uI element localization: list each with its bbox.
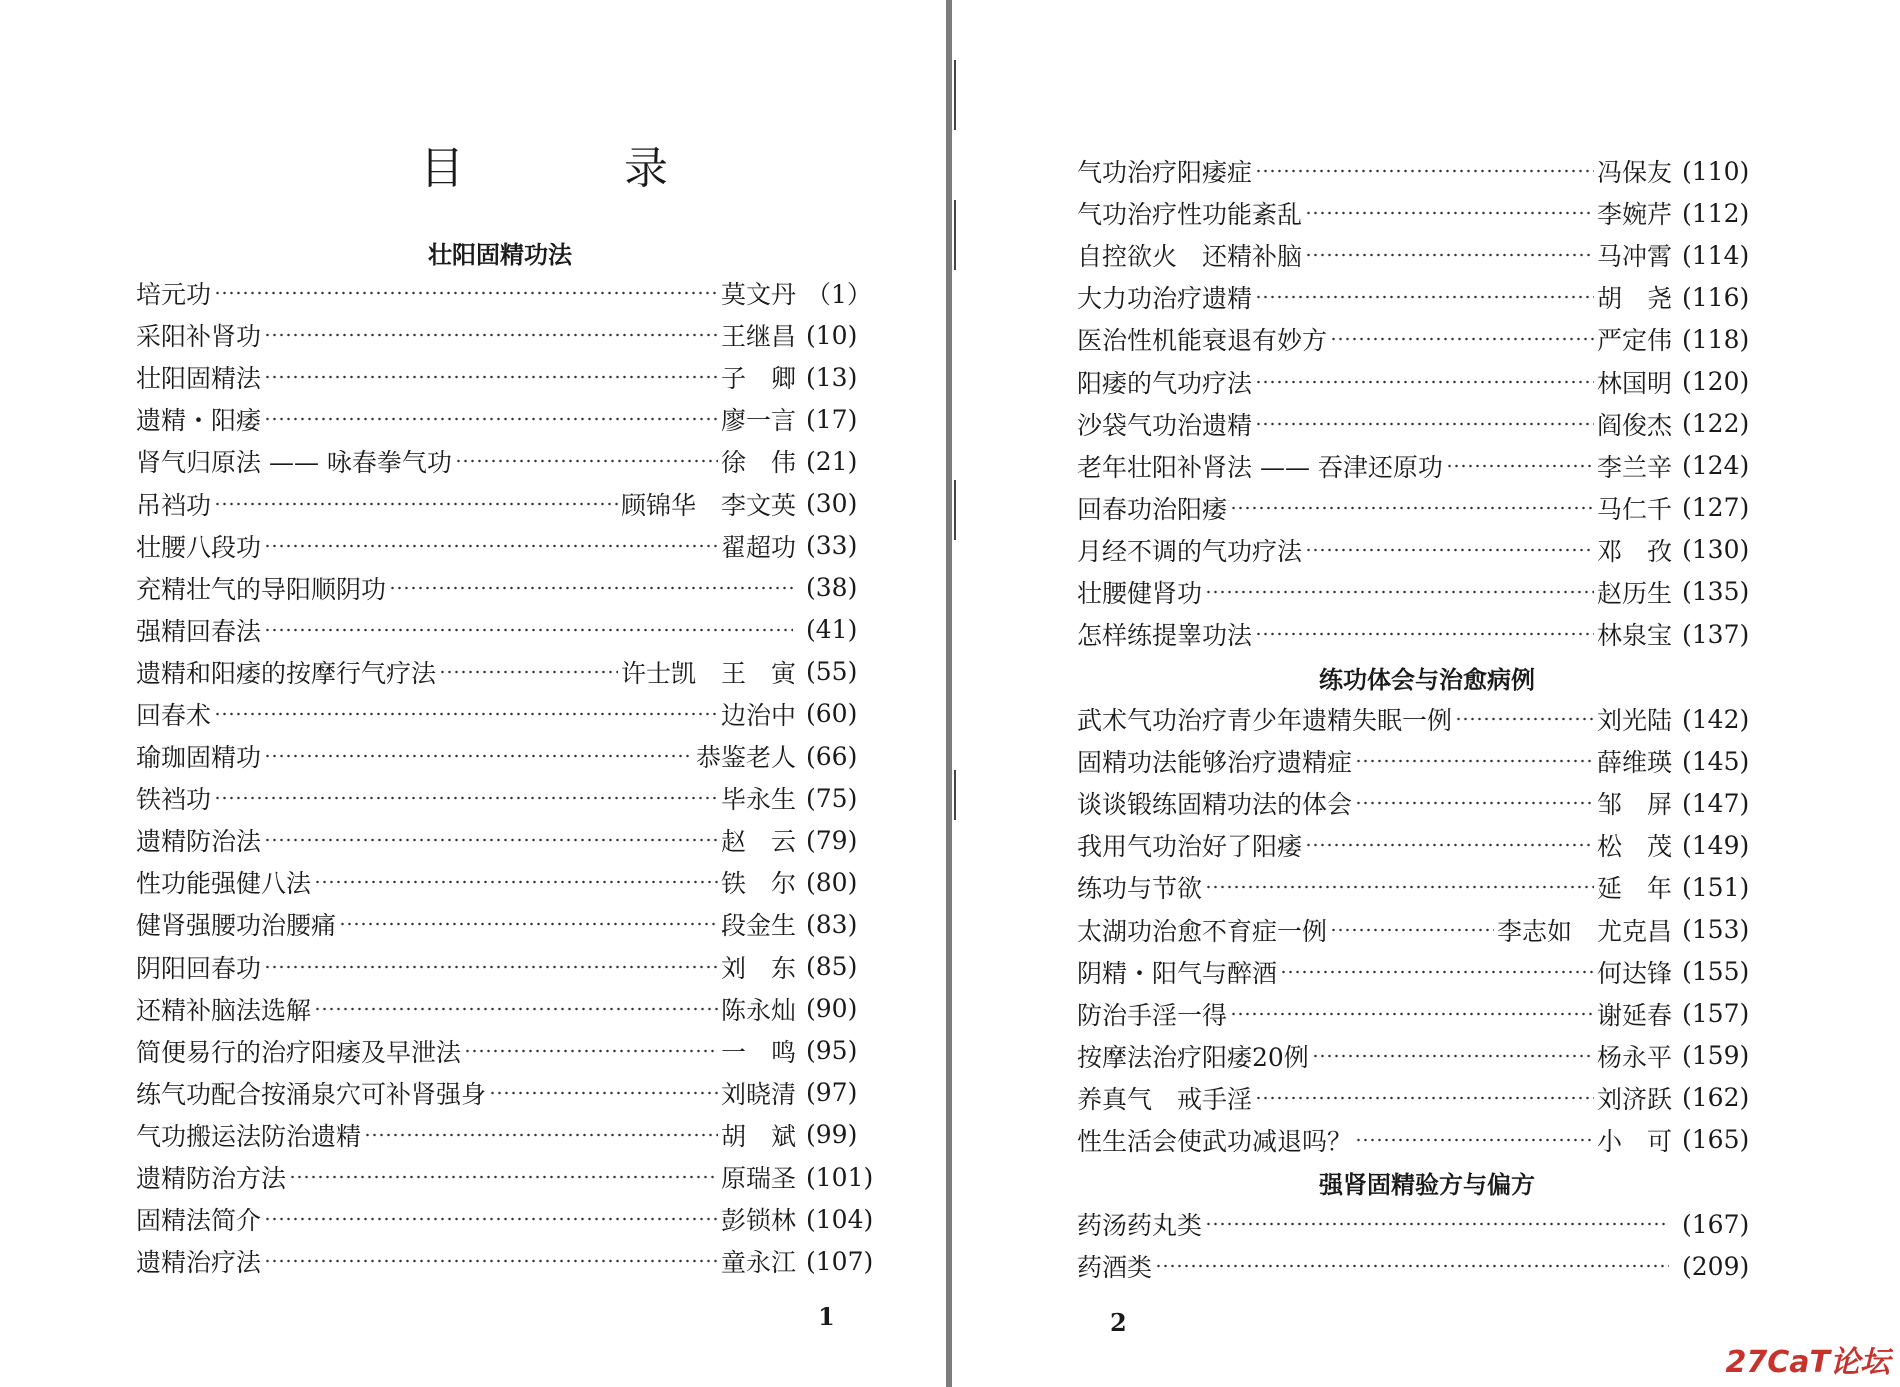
toc-entry bbox=[1077, 318, 1762, 360]
dot-leader bbox=[314, 1007, 718, 1011]
toc-entry bbox=[1077, 234, 1762, 276]
toc-entry-page: (167) bbox=[1682, 1209, 1750, 1239]
toc-entry bbox=[136, 440, 886, 482]
toc-entry-title: 我用气功治好了阳痿 bbox=[1077, 832, 1303, 862]
toc-entry-author: 冯保友 bbox=[1596, 158, 1672, 188]
dot-leader bbox=[1255, 380, 1594, 384]
toc-entry-author: 恭鉴老人 bbox=[695, 743, 796, 773]
toc-entry-author: 毕永生 bbox=[720, 785, 796, 815]
toc-entry-page: (107) bbox=[806, 1246, 874, 1276]
toc-entry-page: (137) bbox=[1682, 619, 1750, 649]
scan-mark bbox=[954, 60, 956, 130]
toc-entry-title: 怎样练提睾功法 bbox=[1077, 621, 1253, 651]
toc-entry-title: 月经不调的气功疗法 bbox=[1077, 536, 1303, 566]
toc-entry-author: 马冲霄 bbox=[1596, 242, 1672, 272]
toc-entry-author: 李兰辛 bbox=[1596, 452, 1672, 482]
toc-entry bbox=[1077, 276, 1762, 318]
toc-entry-author: 邹 屏 bbox=[1596, 790, 1672, 820]
toc-entry bbox=[1077, 908, 1762, 950]
toc-entry-title: 壮腰健肾功 bbox=[1077, 578, 1203, 608]
dot-leader bbox=[1255, 422, 1594, 426]
toc-entry-page: (116) bbox=[1682, 282, 1750, 312]
toc-entry-author: 赵 云 bbox=[720, 827, 796, 857]
toc-entry bbox=[1077, 1077, 1762, 1119]
toc-entry-page: (151) bbox=[1682, 872, 1750, 902]
toc-entry bbox=[136, 1114, 886, 1156]
toc-entry-page: (85) bbox=[806, 952, 858, 982]
toc-entry-page: (155) bbox=[1682, 957, 1750, 987]
toc-entry bbox=[1077, 613, 1762, 655]
toc-entry-title: 药酒类 bbox=[1077, 1253, 1153, 1283]
dot-leader bbox=[1230, 506, 1594, 510]
toc-entry-title: 培元功 bbox=[136, 280, 212, 310]
toc-entry-page: (114) bbox=[1682, 240, 1750, 270]
toc-entry-page: (147) bbox=[1682, 788, 1750, 818]
toc-entry-author: 李婉芹 bbox=[1596, 200, 1672, 230]
dot-leader bbox=[1446, 464, 1594, 468]
toc-entry-author: 廖一言 bbox=[720, 406, 796, 436]
toc-entry-page: (122) bbox=[1682, 409, 1750, 439]
page-number-right: 2 bbox=[1110, 1308, 1127, 1337]
toc-entry-title: 阳痿的气功疗法 bbox=[1077, 368, 1253, 398]
dot-leader bbox=[389, 586, 793, 590]
toc-entry-title: 按摩法治疗阳痿20例 bbox=[1077, 1042, 1309, 1072]
toc-entry-title: 气功治疗性功能紊乱 bbox=[1077, 200, 1303, 230]
section-heading-2: 练功体会与治愈病例 bbox=[1319, 666, 1535, 694]
toc-entry bbox=[136, 693, 886, 735]
toc-entry-author: 薛维瑛 bbox=[1596, 748, 1672, 778]
toc-entry-title: 肾气归原法 —— 咏春拳气功 bbox=[136, 448, 452, 478]
dot-leader bbox=[339, 922, 718, 926]
toc-entry-page: (21) bbox=[806, 446, 858, 476]
toc-entry bbox=[1077, 824, 1762, 866]
toc-entry bbox=[136, 314, 886, 356]
dot-leader bbox=[264, 628, 793, 632]
toc-entry-author: 谢延春 bbox=[1596, 1000, 1672, 1030]
toc-entry-title: 回春功治阳痿 bbox=[1077, 494, 1228, 524]
toc-entry-author: 杨永平 bbox=[1596, 1042, 1672, 1072]
toc-entry bbox=[136, 1240, 886, 1282]
toc-entry-author: 邓 孜 bbox=[1596, 536, 1672, 566]
dot-leader bbox=[264, 375, 718, 379]
dot-leader bbox=[1305, 548, 1594, 552]
toc-entry bbox=[1077, 403, 1762, 445]
page-number-left: 1 bbox=[818, 1302, 835, 1331]
toc-entry-title: 沙袋气功治遗精 bbox=[1077, 410, 1253, 440]
toc-entry-page: (13) bbox=[806, 362, 858, 392]
toc-entry-author: 段金生 bbox=[720, 911, 796, 941]
toc-entry-page: (127) bbox=[1682, 493, 1750, 523]
toc-entry-page: (124) bbox=[1682, 451, 1750, 481]
toc-entry bbox=[136, 482, 886, 524]
toc-entry bbox=[1077, 150, 1762, 192]
scan-mark bbox=[954, 200, 956, 270]
toc-entry-page: (112) bbox=[1682, 198, 1750, 228]
toc-entry-author: 翟超功 bbox=[720, 532, 796, 562]
dot-leader bbox=[264, 1259, 718, 1263]
toc-entry-page: (159) bbox=[1682, 1041, 1750, 1071]
toc-entry-title: 药汤药丸类 bbox=[1077, 1211, 1203, 1241]
toc-entry-page: (55) bbox=[806, 657, 858, 687]
toc-entry-author: 许士凯 王 寅 bbox=[620, 658, 796, 688]
toc-entry-title: 养真气 戒手淫 bbox=[1077, 1084, 1253, 1114]
toc-entry bbox=[136, 398, 886, 440]
toc-entry-author: 一 鸣 bbox=[720, 1037, 796, 1067]
toc-entry-page: (60) bbox=[806, 699, 858, 729]
toc-entry-author: 彭锁林 bbox=[720, 1206, 796, 1236]
toc-entry-author: 莫文丹 bbox=[720, 280, 796, 310]
dot-leader bbox=[1330, 337, 1594, 341]
toc-list-right-bottom bbox=[1077, 1203, 1762, 1287]
toc-entry-title: 遗精和阳痿的按摩行气疗法 bbox=[136, 658, 437, 688]
toc-entry-author: 林泉宝 bbox=[1596, 621, 1672, 651]
toc-entry-page: (142) bbox=[1682, 704, 1750, 734]
section-heading-1: 壮阳固精功法 bbox=[428, 241, 572, 269]
dot-leader bbox=[264, 754, 693, 758]
toc-entry-title: 医治性机能衰退有妙方 bbox=[1077, 326, 1328, 356]
toc-entry bbox=[1077, 1245, 1762, 1287]
toc-entry-author: 严定伟 bbox=[1596, 326, 1672, 356]
dot-leader bbox=[1355, 759, 1594, 763]
toc-entry bbox=[136, 1030, 886, 1072]
left-page bbox=[0, 0, 946, 1387]
toc-entry bbox=[1077, 487, 1762, 529]
dot-leader bbox=[1355, 801, 1594, 805]
dot-leader bbox=[1155, 1264, 1669, 1268]
dot-leader bbox=[455, 459, 718, 463]
toc-entry-title: 老年壮阳补肾法 —— 吞津还原功 bbox=[1077, 452, 1443, 482]
toc-entry-author: 原瑞圣 bbox=[720, 1164, 796, 1194]
toc-entry bbox=[136, 1156, 886, 1198]
toc-entry-page: (99) bbox=[806, 1120, 858, 1150]
dot-leader bbox=[1255, 1096, 1594, 1100]
toc-entry-author: 铁 尔 bbox=[720, 869, 796, 899]
toc-entry-author: 童永江 bbox=[720, 1248, 796, 1278]
toc-entry bbox=[136, 735, 886, 777]
toc-entry-author: 赵历生 bbox=[1596, 578, 1672, 608]
toc-entry-page: (101) bbox=[806, 1162, 874, 1192]
toc-entry bbox=[1077, 951, 1762, 993]
dot-leader bbox=[1305, 211, 1594, 215]
toc-entry-author: 陈永灿 bbox=[720, 995, 796, 1025]
toc-entry-title: 气功搬运法防治遗精 bbox=[136, 1121, 362, 1151]
toc-entry-page: (97) bbox=[806, 1078, 858, 1108]
toc-entry-author: 延 年 bbox=[1596, 874, 1672, 904]
toc-entry-author: 松 茂 bbox=[1596, 832, 1672, 862]
toc-entry-page: (130) bbox=[1682, 535, 1750, 565]
toc-entry-author: 何达锋 bbox=[1596, 958, 1672, 988]
toc-entry bbox=[136, 903, 886, 945]
toc-entry bbox=[1077, 782, 1762, 824]
toc-entry-page: (66) bbox=[806, 741, 858, 771]
dot-leader bbox=[264, 417, 718, 421]
toc-entry-page: (153) bbox=[1682, 915, 1750, 945]
dot-leader bbox=[1255, 632, 1594, 636]
dot-leader bbox=[489, 1091, 718, 1095]
toc-entry-page: (79) bbox=[806, 825, 858, 855]
toc-entry-page: （1） bbox=[806, 280, 872, 310]
dot-leader bbox=[1205, 885, 1594, 889]
toc-entry bbox=[1077, 445, 1762, 487]
dot-leader bbox=[1355, 1138, 1594, 1142]
toc-entry bbox=[136, 651, 886, 693]
scan-mark bbox=[954, 480, 956, 540]
toc-entry-author: 徐 伟 bbox=[720, 448, 796, 478]
toc-entry-page: (80) bbox=[806, 867, 858, 897]
toc-entry-author: 刘 东 bbox=[720, 953, 796, 983]
toc-entry bbox=[1077, 1119, 1762, 1161]
toc-entry-page: (10) bbox=[806, 320, 858, 350]
toc-entry-page: (33) bbox=[806, 531, 858, 561]
toc-entry-title: 壮阳固精法 bbox=[136, 364, 262, 394]
toc-entry bbox=[136, 861, 886, 903]
dot-leader bbox=[1230, 1012, 1594, 1016]
toc-entry-page: (162) bbox=[1682, 1083, 1750, 1113]
toc-entry-title: 简便易行的治疗阳痿及早泄法 bbox=[136, 1037, 462, 1067]
toc-entry-title: 遗精防治法 bbox=[136, 827, 262, 857]
toc-entry-title: 谈谈锻练固精功法的体会 bbox=[1077, 790, 1353, 820]
toc-entry-author: 阎俊杰 bbox=[1596, 410, 1672, 440]
toc-entry-title: 吊裆功 bbox=[136, 490, 212, 520]
toc-entry bbox=[136, 777, 886, 819]
dot-leader bbox=[264, 965, 718, 969]
section-heading-3: 强肾固精验方与偏方 bbox=[1319, 1171, 1535, 1199]
toc-entry-title: 自控欲火 还精补脑 bbox=[1077, 242, 1303, 272]
toc-list-left bbox=[136, 272, 886, 1282]
dot-leader bbox=[264, 838, 718, 842]
toc-entry-page: (165) bbox=[1682, 1125, 1750, 1155]
dot-leader bbox=[264, 1217, 718, 1221]
toc-entry-title: 健肾强腰功治腰痛 bbox=[136, 911, 337, 941]
toc-entry-page: (157) bbox=[1682, 999, 1750, 1029]
toc-entry-title: 练气功配合按涌泉穴可补肾强身 bbox=[136, 1079, 487, 1109]
toc-entry bbox=[136, 567, 886, 609]
dot-leader bbox=[1305, 253, 1594, 257]
toc-entry bbox=[136, 1072, 886, 1114]
toc-entry-author: 马仁千 bbox=[1596, 494, 1672, 524]
toc-entry-page: (145) bbox=[1682, 746, 1750, 776]
dot-leader bbox=[214, 712, 718, 716]
toc-entry-author: 子 卿 bbox=[720, 364, 796, 394]
scan-mark bbox=[954, 770, 956, 820]
toc-entry bbox=[1077, 1203, 1762, 1245]
toc-entry-page: (110) bbox=[1682, 156, 1750, 186]
toc-entry-page: (118) bbox=[1682, 324, 1750, 354]
dot-leader bbox=[1205, 590, 1594, 594]
toc-entry-page: (104) bbox=[806, 1204, 874, 1234]
toc-entry bbox=[136, 356, 886, 398]
dot-leader bbox=[214, 796, 718, 800]
toc-entry bbox=[136, 819, 886, 861]
toc-entry-page: (120) bbox=[1682, 367, 1750, 397]
toc-entry-title: 铁裆功 bbox=[136, 785, 212, 815]
toc-entry bbox=[136, 1198, 886, 1240]
toc-entry-page: (135) bbox=[1682, 577, 1750, 607]
toc-entry bbox=[136, 272, 886, 314]
toc-entry-author: 边治中 bbox=[720, 700, 796, 730]
toc-entry-title: 性功能强健八法 bbox=[136, 869, 312, 899]
toc-entry-title: 充精壮气的导阳顺阴功 bbox=[136, 574, 387, 604]
dot-leader bbox=[364, 1133, 718, 1137]
toc-entry bbox=[1077, 993, 1762, 1035]
dot-leader bbox=[264, 544, 718, 548]
toc-entry-title: 瑜珈固精功 bbox=[136, 743, 262, 773]
toc-entry bbox=[136, 946, 886, 988]
toc-entry-title: 固精功法能够治疗遗精症 bbox=[1077, 748, 1353, 778]
toc-entry bbox=[1077, 698, 1762, 740]
toc-entry-title: 固精法简介 bbox=[136, 1206, 262, 1236]
toc-entry-author: 胡 斌 bbox=[720, 1121, 796, 1151]
toc-entry-page: (75) bbox=[806, 783, 858, 813]
toc-entry-page: (30) bbox=[806, 489, 858, 519]
toc-entry-title: 强精回春法 bbox=[136, 616, 262, 646]
toc-entry-title: 大力功治疗遗精 bbox=[1077, 284, 1253, 314]
toc-entry-title: 遗精治疗法 bbox=[136, 1248, 262, 1278]
dot-leader bbox=[1255, 169, 1594, 173]
toc-entry-title: 气功治疗阳痿症 bbox=[1077, 158, 1253, 188]
toc-entry-author: 顾锦华 李文英 bbox=[620, 490, 796, 520]
toc-entry bbox=[1077, 192, 1762, 234]
toc-entry-author: 王继昌 bbox=[720, 322, 796, 352]
toc-entry-title: 回春术 bbox=[136, 700, 212, 730]
toc-entry-author: 刘济跃 bbox=[1596, 1084, 1672, 1114]
toc-entry bbox=[136, 609, 886, 651]
toc-entry-page: (95) bbox=[806, 1036, 858, 1066]
dot-leader bbox=[1305, 843, 1594, 847]
toc-entry-author: 林国明 bbox=[1596, 368, 1672, 398]
dot-leader bbox=[464, 1049, 718, 1053]
toc-entry-page: (90) bbox=[806, 994, 858, 1024]
dot-leader bbox=[314, 880, 718, 884]
right-page bbox=[952, 0, 1900, 1387]
toc-entry-title: 壮腰八段功 bbox=[136, 532, 262, 562]
page-title: 目 录 bbox=[420, 143, 726, 194]
toc-entry-page: (41) bbox=[806, 615, 858, 645]
toc-entry-page: (83) bbox=[806, 909, 858, 939]
toc-entry bbox=[136, 525, 886, 567]
toc-list-right-top bbox=[1077, 150, 1762, 655]
toc-entry-author: 胡 尧 bbox=[1596, 284, 1672, 314]
toc-entry bbox=[1077, 360, 1762, 402]
toc-entry-title: 太湖功治愈不育症一例 bbox=[1077, 916, 1328, 946]
toc-entry bbox=[1077, 529, 1762, 571]
toc-list-right-mid bbox=[1077, 698, 1762, 1161]
dot-leader bbox=[214, 291, 718, 295]
toc-entry-title: 采阳补肾功 bbox=[136, 322, 262, 352]
toc-entry bbox=[1077, 571, 1762, 613]
forum-watermark: 27CaT论坛 bbox=[1725, 1345, 1890, 1380]
toc-entry-page: (149) bbox=[1682, 830, 1750, 860]
toc-entry-title: 防治手淫一得 bbox=[1077, 1000, 1228, 1030]
toc-entry bbox=[1077, 866, 1762, 908]
toc-entry-page: (17) bbox=[806, 404, 858, 434]
toc-entry-author: 刘晓清 bbox=[720, 1079, 796, 1109]
toc-entry-title: 阴精・阳气与醉酒 bbox=[1077, 958, 1278, 988]
toc-entry bbox=[136, 988, 886, 1030]
toc-entry-page: (38) bbox=[806, 573, 858, 603]
dot-leader bbox=[1312, 1054, 1594, 1058]
toc-entry-author: 小 可 bbox=[1596, 1126, 1672, 1156]
toc-entry-title: 还精补脑法选解 bbox=[136, 995, 312, 1025]
dot-leader bbox=[1255, 295, 1594, 299]
toc-entry-title: 阴阳回春功 bbox=[136, 953, 262, 983]
toc-entry-author: 李志如 尤克昌 bbox=[1496, 916, 1672, 946]
dot-leader bbox=[214, 502, 618, 506]
toc-entry-page: (209) bbox=[1682, 1251, 1750, 1281]
toc-entry-author: 刘光陆 bbox=[1596, 706, 1672, 736]
dot-leader bbox=[1205, 1222, 1669, 1226]
dot-leader bbox=[289, 1175, 718, 1179]
dot-leader bbox=[264, 333, 718, 337]
toc-entry-title: 性生活会使武功减退吗？ bbox=[1077, 1126, 1353, 1156]
toc-entry bbox=[1077, 1035, 1762, 1077]
toc-entry-title: 练功与节欲 bbox=[1077, 874, 1203, 904]
dot-leader bbox=[1330, 928, 1494, 932]
toc-entry bbox=[1077, 740, 1762, 782]
dot-leader bbox=[1455, 717, 1594, 721]
dot-leader bbox=[1280, 970, 1594, 974]
toc-entry-title: 武术气功治疗青少年遗精失眠一例 bbox=[1077, 706, 1453, 736]
toc-entry-title: 遗精・阳痿 bbox=[136, 406, 262, 436]
dot-leader bbox=[439, 670, 618, 674]
toc-entry-title: 遗精防治方法 bbox=[136, 1164, 287, 1194]
